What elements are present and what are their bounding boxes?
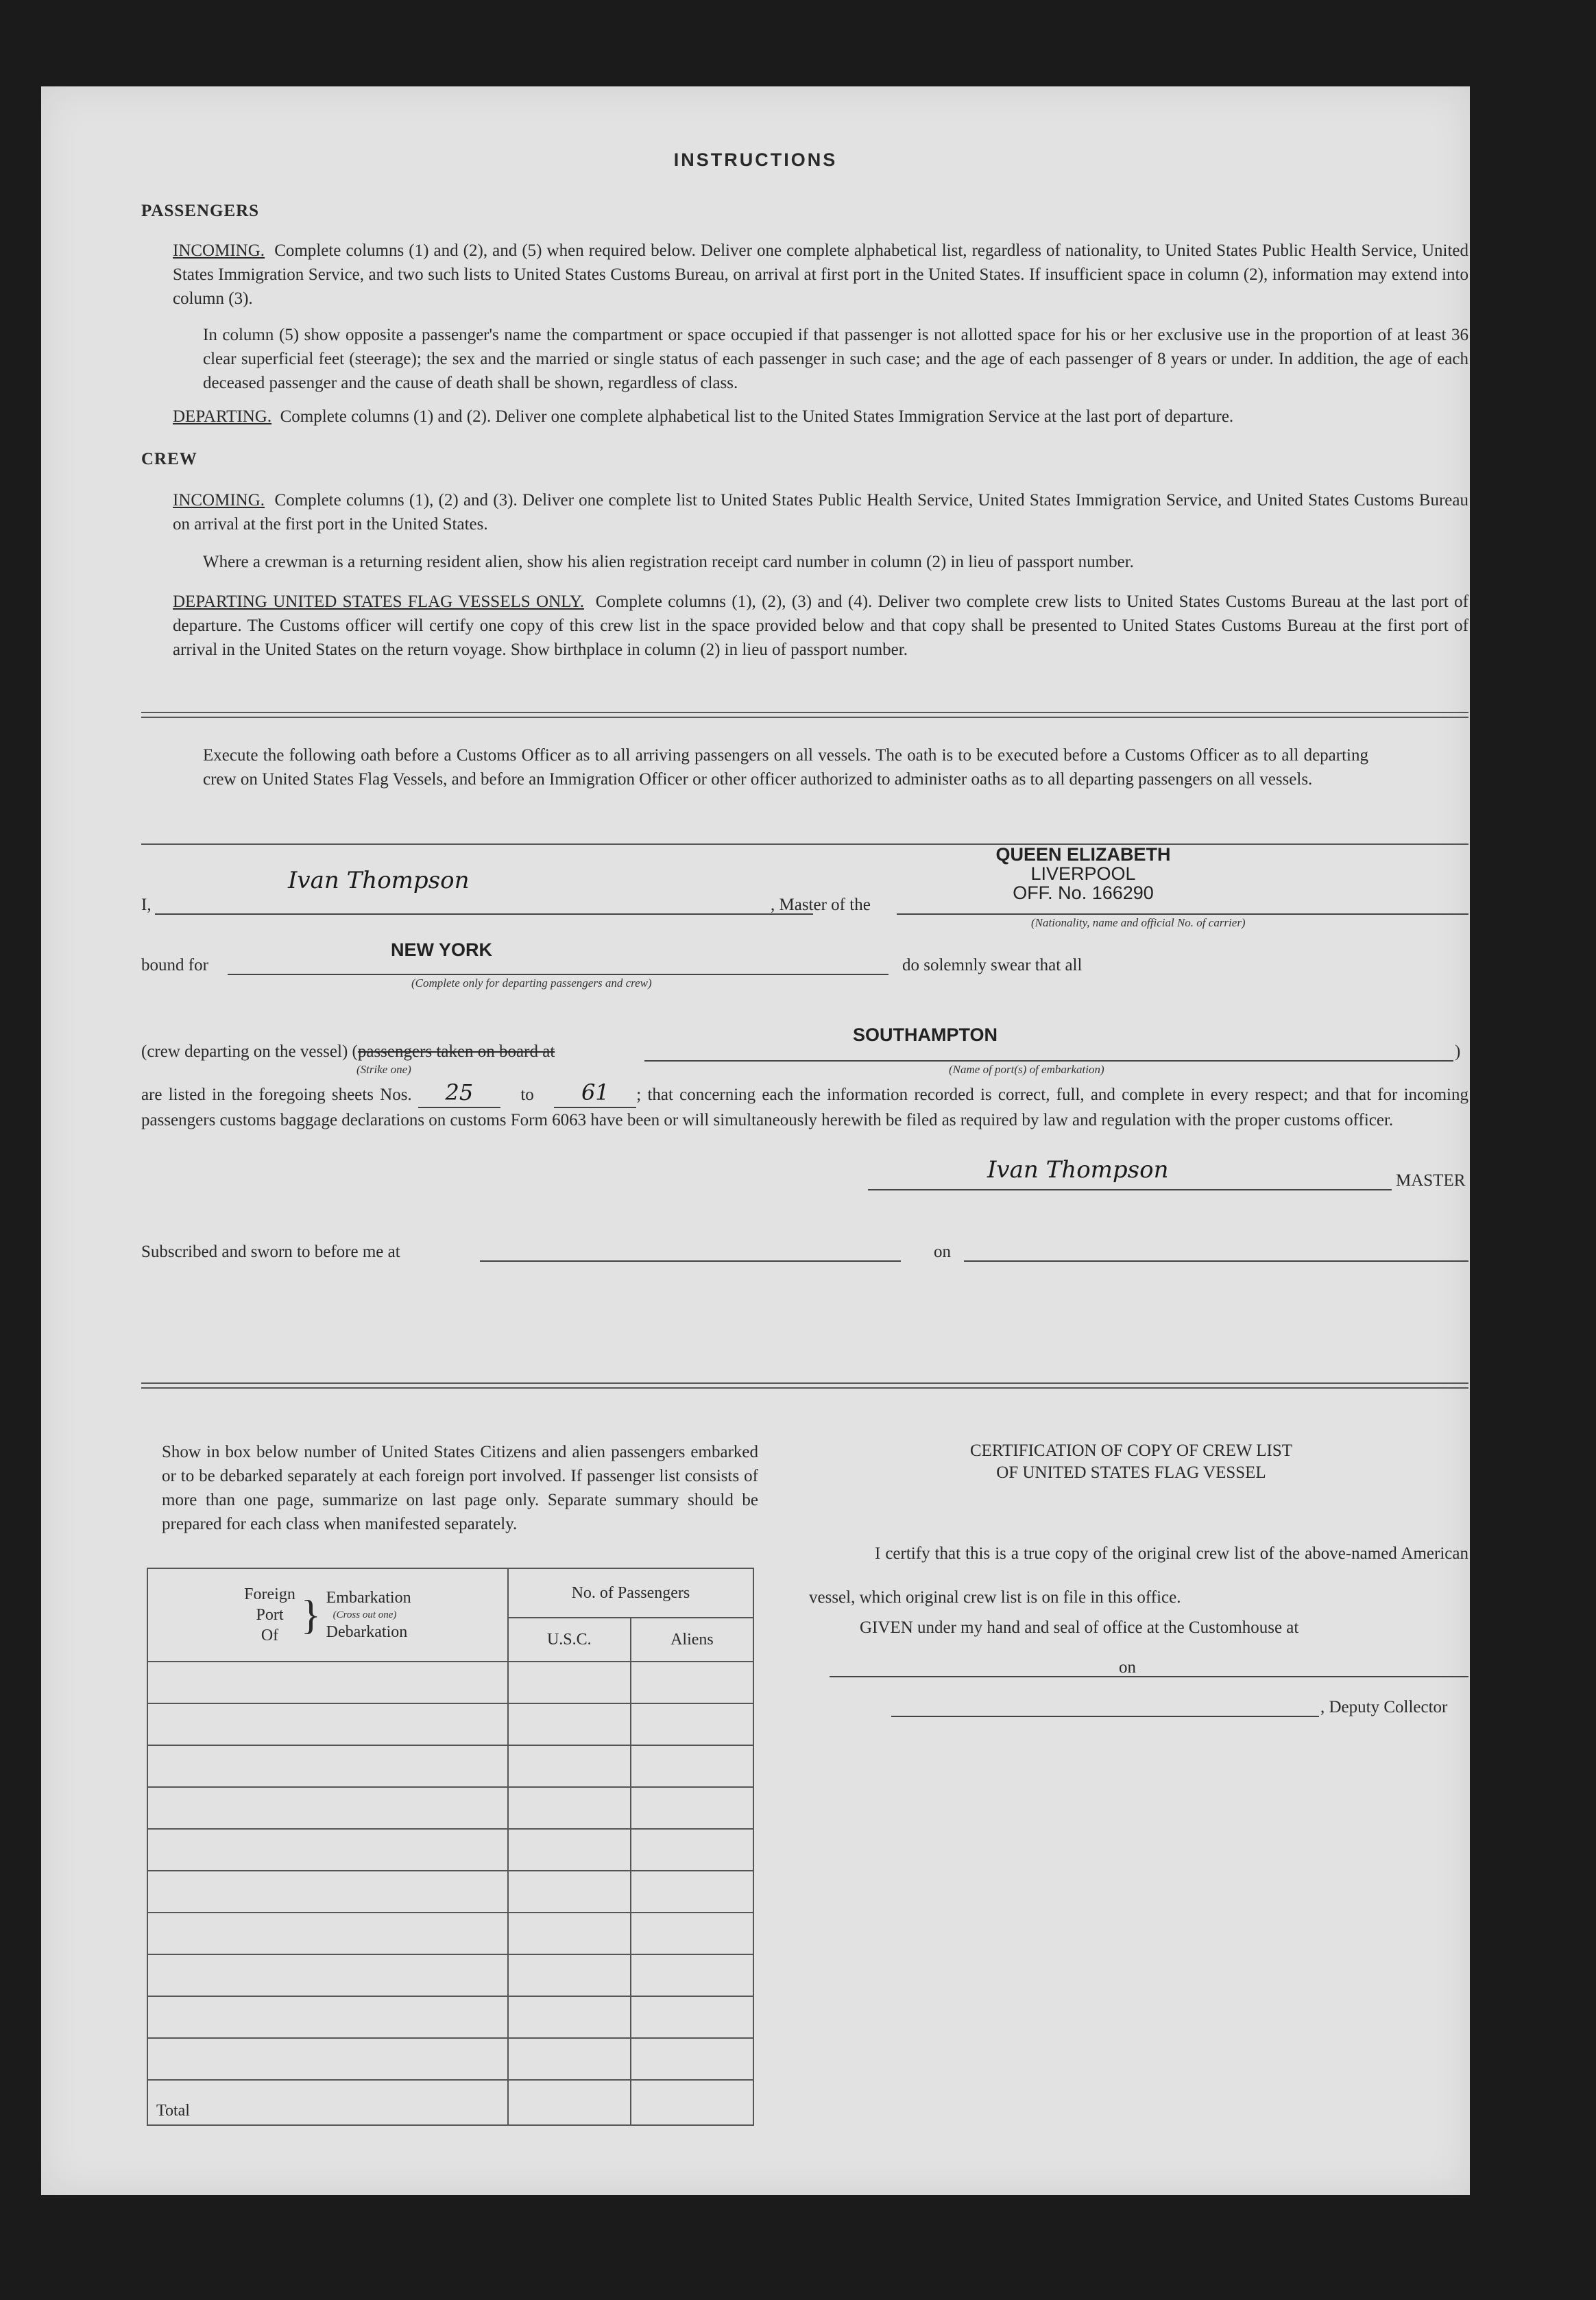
crew-departing-paragraph <box>173 590 1468 662</box>
table-row-cell[interactable] <box>631 1871 753 1913</box>
certification-date-line <box>1146 1676 1468 1677</box>
listed-label: are listed in the foregoing sheets Nos. <box>141 1086 412 1104</box>
summary-instructions: Show in box below number of United States Citizens and alien passengers embarked or to be debarked separately at each foreign port involved. If passenger list consists of more than one page, summarize on last page only. Separate summary should be prepared for each class when manifested separately. <box>162 1443 758 1533</box>
table-row-cell[interactable] <box>508 1996 631 2038</box>
document-page <box>41 86 1470 2195</box>
table-row-cell[interactable] <box>508 1662 631 1703</box>
total-label: Total <box>147 2080 508 2125</box>
embarkation-line <box>644 1060 1453 1062</box>
table-row-cell[interactable] <box>631 2038 753 2080</box>
vessel-port: LIVERPOOL <box>1030 863 1136 884</box>
table-row-cell[interactable] <box>147 2038 508 2080</box>
col-no-passengers: No. of Passengers <box>508 1568 753 1618</box>
col-aliens: Aliens <box>631 1618 753 1662</box>
crew-incoming-label: INCOMING. <box>173 491 265 510</box>
customhouse-line <box>830 1676 1152 1677</box>
close-paren: ) <box>1455 1042 1461 1061</box>
brace-icon: } <box>300 1592 321 1638</box>
passenger-summary-table <box>147 1568 754 2126</box>
total-aliens-cell[interactable] <box>631 2080 753 2125</box>
table-row-cell[interactable] <box>508 1745 631 1787</box>
lower-divider <box>141 1382 1468 1389</box>
table-row-cell[interactable] <box>508 1913 631 1954</box>
subscribed-place-line <box>480 1260 901 1262</box>
oath-crew-line <box>141 1040 555 1064</box>
bound-for-label: bound for <box>141 956 208 974</box>
table-row-cell[interactable] <box>147 1871 508 1913</box>
table-row-cell[interactable] <box>631 1996 753 2038</box>
carrier-caption: (Nationality, name and official No. of carrier) <box>1031 916 1246 929</box>
col-of: Of <box>261 1627 279 1644</box>
table-row-cell[interactable] <box>631 1913 753 1954</box>
bound-for-line <box>228 974 888 975</box>
table-row-cell[interactable] <box>631 1954 753 1996</box>
subscribed-label: Subscribed and sworn to before me at <box>141 1243 400 1261</box>
crew-incoming-text: Complete columns (1), (2) and (3). Deliver one complete list to United States Public Health Service, United States Immigration Service, and United States Customs Bureau on arrival at the first port in the United States. <box>173 491 1468 534</box>
table-row-cell[interactable] <box>508 1871 631 1913</box>
certification-given-text: GIVEN under my hand and seal of office at the Customhouse at <box>860 1618 1299 1637</box>
crew-heading: CREW <box>141 450 197 468</box>
bound-for-caption: (Complete only for departing passengers and crew) <box>411 977 652 990</box>
certification-text: I certify that this is a true copy of the original crew list of the above-named American vessel, which original crew list is on file in this office. <box>809 1544 1468 1607</box>
col-usc: U.S.C. <box>508 1618 631 1662</box>
table-row-cell[interactable] <box>508 1703 631 1745</box>
certification-on-label: on <box>1119 1658 1136 1677</box>
table-row-cell[interactable] <box>508 1787 631 1829</box>
table-row-cell[interactable] <box>508 1954 631 1996</box>
carrier-stamp <box>926 845 1241 902</box>
carrier-line <box>897 913 1468 915</box>
passengers-departing-text: Complete columns (1) and (2). Deliver one complete alphabetical list to the United States Immigration Service at the last port of departure. <box>280 407 1234 426</box>
passengers-departing-label: DEPARTING. <box>173 407 272 426</box>
table-row-cell[interactable] <box>147 1662 508 1703</box>
oath-intro-paragraph: Execute the following oath before a Customs Officer as to all arriving passengers on all vessels. The oath is to be executed before a Customs Officer as to all departing crew on United States Flag Vessels, and before an Immigration Officer or other officer authorized to administer oaths as to all departing passengers on all vessels. <box>203 746 1368 789</box>
certification-title-line1: CERTIFICATION OF COPY OF CREW LIST <box>969 1441 1293 1460</box>
bound-for-value: NEW YORK <box>391 939 493 960</box>
table-row-cell[interactable] <box>147 1745 508 1787</box>
table-row-cell[interactable] <box>631 1662 753 1703</box>
master-of-label: , Master of the <box>771 896 871 914</box>
total-usc-cell[interactable] <box>508 2080 631 2125</box>
certification-title <box>795 1440 1467 1484</box>
col-foreign: Foreign <box>244 1585 295 1603</box>
master-label: MASTER <box>1396 1171 1466 1190</box>
strike-caption: (Strike one) <box>356 1063 411 1076</box>
listed-text: ; that concerning each the information recorded is correct, full, and complete in every respect; and that for incoming passengers customs baggage declarations on customs Form 6063 have been or will simultaneously herewith be filed as required by law and regulation with the proper customs officer. <box>141 1086 1469 1129</box>
crew-resident-paragraph: Where a crewman is a returning resident alien, show his alien registration receipt card number in column (2) in lieu of passport number. <box>203 553 1134 571</box>
table-row-cell[interactable] <box>147 1954 508 1996</box>
crew-departing-label: (crew departing on the vessel) ( <box>141 1042 358 1061</box>
table-row-cell[interactable] <box>631 1745 753 1787</box>
port-column-header <box>147 1568 508 1662</box>
col-embarkation: Embarkation <box>326 1589 411 1607</box>
oath-i-label: I, <box>141 896 152 914</box>
col-port: Port <box>256 1606 284 1624</box>
subscribed-date-line <box>964 1260 1468 1262</box>
table-row-cell[interactable] <box>147 1829 508 1871</box>
page-title: INSTRUCTIONS <box>673 149 838 170</box>
col-debarkation: Debarkation <box>326 1623 408 1641</box>
passengers-column5-paragraph: In column (5) show opposite a passenger's name the compartment or space occupied if that passenger is not allotted space for his or her exclusive use in the proportion of at least 36 clear superficial feet (steerage); the sex and the married or single status of each passenger in such case; and the age of each passenger of 8 years or under. In addition, the age of each deceased passenger and the cause of death shall be shown, regardless of class. <box>203 326 1468 392</box>
sheet-to-number: 61 <box>581 1079 609 1105</box>
vessel-official-number: OFF. No. 166290 <box>1013 883 1154 903</box>
to-label: to <box>520 1086 534 1104</box>
sheet-from-number: 25 <box>445 1079 474 1105</box>
table-row-cell[interactable] <box>147 1703 508 1745</box>
crew-departing-text: Complete columns (1), (2), (3) and (4). Deliver two complete crew lists to United States Customs Bureau at the last port of departure. The Customs officer will certify one copy of this crew list in the space provided below and that copy shall be presented to United States Customs Bureau at the first port of arrival in the United States on the return voyage. Show birthplace in column (2) in lieu of passport number. <box>173 592 1468 659</box>
struck-passengers-text: passengers taken on board at <box>357 1042 555 1061</box>
col-cross-out: (Cross out one) <box>332 1609 397 1620</box>
passengers-incoming-label: INCOMING. <box>173 241 265 260</box>
master-signature-line <box>868 1189 1392 1190</box>
vessel-name: QUEEN ELIZABETH <box>995 844 1171 865</box>
table-row-cell[interactable] <box>147 1913 508 1954</box>
crew-incoming-paragraph <box>173 488 1468 536</box>
swear-text: do solemnly swear that all <box>902 956 1083 974</box>
master-signature-second: Ivan Thompson <box>987 1156 1169 1184</box>
table-row-cell[interactable] <box>508 2038 631 2080</box>
embarkation-caption: (Name of port(s) of embarkation) <box>949 1063 1104 1076</box>
oath-divider <box>141 843 1468 845</box>
table-row-cell[interactable] <box>631 1703 753 1745</box>
master-signature: Ivan Thompson <box>288 867 470 894</box>
table-row-cell[interactable] <box>147 1996 508 2038</box>
passengers-departing-paragraph <box>173 405 1468 429</box>
embarkation-port: SOUTHAMPTON <box>853 1025 998 1045</box>
subscribed-on-label: on <box>934 1243 951 1261</box>
passengers-incoming-text: Complete columns (1) and (2), and (5) when required below. Deliver one complete alphabetical list, regardless of nationality, to United States Public Health Service, United States Immigration Service, and two such lists to United States Customs Bureau, on arrival at first port in the United States. If insufficient space in column (2), information may extend into column (3). <box>173 241 1468 308</box>
crew-departing-label: DEPARTING UNITED STATES FLAG VESSELS ONLY. <box>173 592 584 611</box>
passengers-incoming-paragraph <box>173 239 1468 311</box>
deputy-collector-line <box>891 1716 1319 1717</box>
table-row-cell[interactable] <box>508 1829 631 1871</box>
table-row-cell[interactable] <box>631 1787 753 1829</box>
listed-paragraph <box>141 1081 1468 1132</box>
table-row-cell[interactable] <box>631 1829 753 1871</box>
deputy-collector-label: , Deputy Collector <box>1320 1698 1448 1716</box>
section-divider <box>141 712 1468 718</box>
passengers-heading: PASSENGERS <box>141 202 260 220</box>
table-row-cell[interactable] <box>147 1787 508 1829</box>
certification-title-line2: OF UNITED STATES FLAG VESSEL <box>996 1463 1266 1482</box>
master-name-line <box>155 913 813 915</box>
